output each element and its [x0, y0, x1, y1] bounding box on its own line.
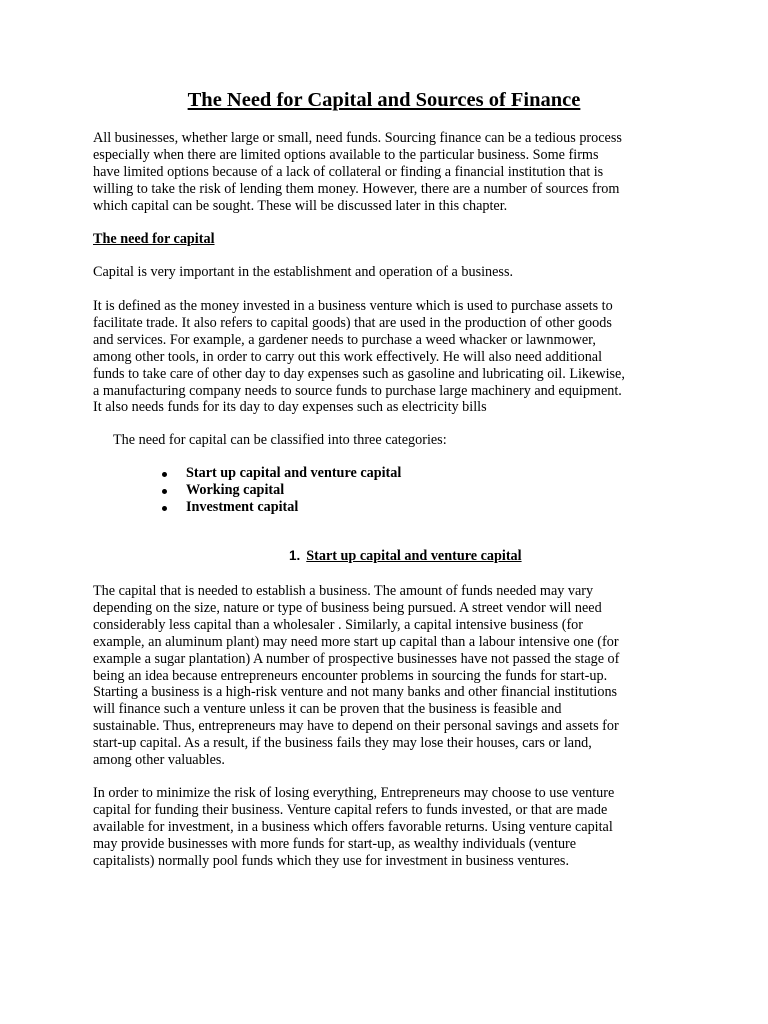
section-1-paragraph-2: In order to minimize the risk of losing everything, Entrepreneurs may choose to use venture capital for funding their business. Venture capital refers to funds invested, or that are made available for investment, in a business which offers favorable returns. Using venture capital may provide businesses with more funds for start-up, as wealthy individuals (venture capitalists) normally pool funds which they use for investment in business ventures. [93, 785, 615, 869]
category-label: Working capital [186, 481, 285, 498]
list-item [160, 482, 401, 499]
list-item [160, 499, 401, 516]
section-title: Start up capital and venture capital [306, 548, 522, 564]
list-item [160, 465, 401, 482]
bullet-icon [162, 472, 167, 477]
section-number: 1. [289, 548, 301, 563]
categories-list [160, 465, 401, 516]
need-for-capital-heading: The need for capital [93, 231, 215, 247]
bullet-icon [162, 489, 167, 494]
definition-paragraph: It is defined as the money invested in a business venture which is used to purchase assets to facilitate trade. It also refers to capital goods) that are used in the production of other goods and services. For example, a gardener needs to purchase a weed whacker or lawnmower, among other tools, in order to carry out this work effectively. He will also need additional funds to take care of other day to day expenses such as gasoline and lubricating oil. Likewise, a manufacturing company needs to source funds to purchase large machinery and equipment. It also needs funds for its day to day expenses such as electricity bills [93, 298, 625, 416]
category-label: Start up capital and venture capital [186, 465, 402, 481]
bullet-icon [162, 506, 167, 511]
intro-paragraph: All businesses, whether large or small, need funds. Sourcing finance can be a tedious process especially when there are limited options available to the particular business. Some firms have limited options because of a lack of collateral or finding a financial institution that is willing to take the risk of lending them money. However, there are a number of sources from which capital can be sought. These will be discussed later in this chapter. [93, 130, 622, 214]
category-label: Investment capital [186, 498, 299, 515]
importance-paragraph: Capital is very important in the establishment and operation of a business. [93, 264, 514, 280]
section-1-heading [289, 548, 522, 565]
categories-intro: The need for capital can be classified into three categories: [113, 432, 447, 448]
section-1-paragraph-1: The capital that is needed to establish a business. The amount of funds needed may vary depending on the size, nature or type of business being pursued. A street vendor will need considerably less capital than a wholesaler . Similarly, a capital intensive business (for example, an aluminum plant) may need more start up capital than a labour intensive one (for example a sugar plantation) A number of prospective businesses have not passed the stage of being an idea because entrepreneurs encounter problems in sourcing the funds for start-up. Starting a business is a high-risk venture and not many banks and other financial institutions will finance such a venture unless it can be proven that the business is feasible and sustainable. Thus, entrepreneurs may have to depend on their personal savings and assets for start-up capital. As a result, if the business fails they may lose their houses, cars or land, among other valuables. [93, 583, 620, 769]
document-title: The Need for Capital and Sources of Finance [187, 89, 581, 111]
